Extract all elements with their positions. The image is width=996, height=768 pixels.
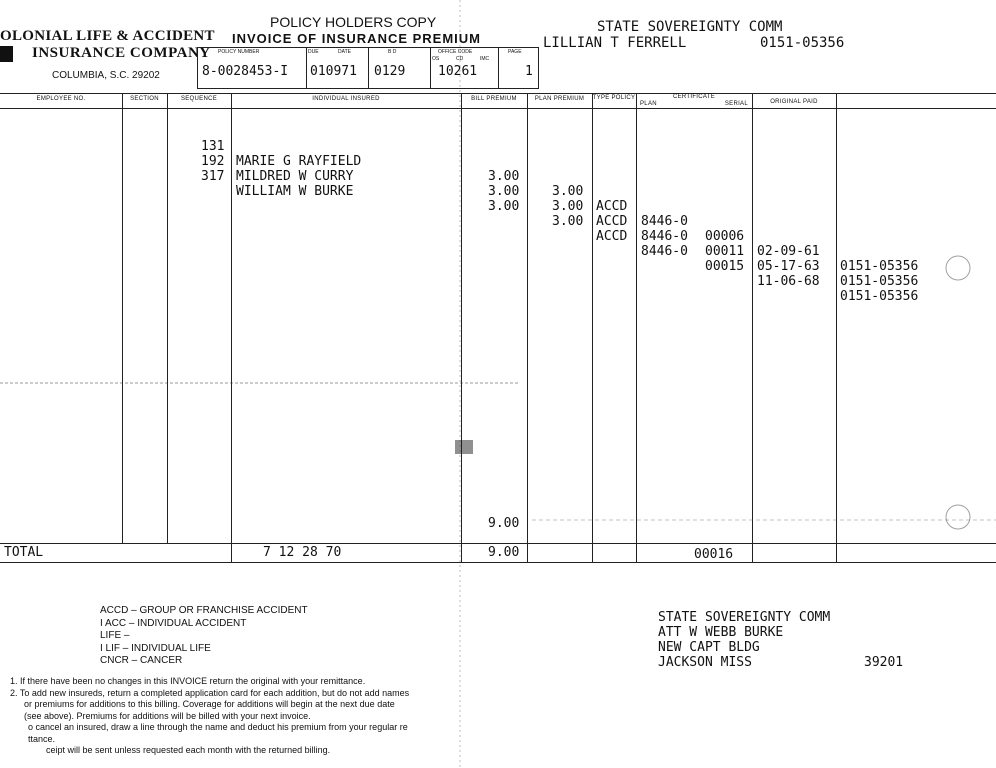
policy-number: 8-0028453-I: [202, 64, 289, 79]
row-bill-premium: 3.00: [488, 199, 520, 214]
total-label: TOTAL: [4, 545, 44, 560]
company-city: COLUMBIA, S.C. 29202: [52, 70, 160, 81]
row-plan-premium: 3.00: [552, 184, 584, 199]
col-sequence: SEQUENCE: [180, 96, 218, 102]
office-code-label: OFFICE CODE: [438, 49, 473, 55]
holder-account: 0151-05356: [760, 35, 845, 51]
page-label: PAGE: [508, 49, 522, 55]
total-bottom-rule: [0, 562, 996, 563]
row-account: 0151-05356: [840, 289, 919, 304]
subtotal-amount: 9.00: [488, 516, 520, 531]
instruction-line: (see above). Premiums for additions will be billed with your next invoice.: [24, 710, 311, 721]
row-insured: MILDRED W CURRY: [236, 169, 354, 184]
mailing-line4: JACKSON MISS: [658, 655, 752, 670]
row-type: ACCD: [596, 229, 628, 244]
holder-name-line1: STATE SOVEREIGNTY COMM: [597, 19, 783, 35]
row-sequence: 131: [201, 139, 225, 154]
col-bill-premium: BILL PREMIUM: [471, 96, 517, 102]
legend-item: CNCR – CANCER: [100, 655, 183, 666]
mailing-line1: STATE SOVEREIGNTY COMM: [658, 610, 831, 625]
instructions: [10, 676, 409, 757]
bd-value: 0129: [374, 64, 406, 79]
col-section: SECTION: [130, 96, 159, 102]
due-date: 010971: [310, 64, 357, 79]
page-number: 1: [525, 64, 533, 79]
office-code: 10261: [438, 64, 478, 79]
total-amount: 9.00: [488, 545, 520, 560]
policy-type-legend: [100, 605, 308, 668]
col-plan: PLAN: [640, 101, 657, 107]
os-label: OS: [432, 56, 440, 62]
company-name-line1: OLONIAL LIFE & ACCIDENT: [0, 28, 215, 44]
instruction-line: or premiums for additions to this billing. Coverage for additions will begin at the next due date: [24, 699, 395, 709]
col-certificate: CERTIFICATE: [672, 94, 716, 100]
copy-label: POLICY HOLDERS COPY: [270, 14, 437, 30]
instruction-line: 2. To add new insureds, return a completed application card for each addition, but do not add names: [10, 687, 410, 698]
legend-item: I LIF – INDIVIDUAL LIFE: [100, 642, 211, 654]
mailing-line3: NEW CAPT BLDG: [658, 640, 760, 655]
row-type: ACCD: [596, 199, 628, 214]
table-header-rule: [0, 108, 996, 109]
company-name-line2: INSURANCE COMPANY: [32, 45, 211, 61]
total-top-rule: [0, 543, 996, 544]
table-top-rule: [0, 93, 996, 94]
instruction-line: ceipt will be sent unless requested each month with the returned billing.: [46, 745, 331, 755]
col-original-paid: ORIGINAL PAID: [770, 99, 818, 105]
legend-item: I ACC – INDIVIDUAL ACCIDENT: [100, 617, 247, 629]
due-label: DUE: [308, 49, 319, 55]
row-plan: 8446-0: [641, 229, 688, 244]
col-type-policy: TYPE POLICY: [592, 95, 636, 101]
row-account: 0151-05356: [840, 274, 919, 289]
legend-item: ACCD – GROUP OR FRANCHISE ACCIDENT: [100, 605, 308, 616]
row-original-paid: 05-17-63: [757, 259, 820, 274]
row-bill-premium: 3.00: [488, 184, 520, 199]
row-plan-premium: 3.00: [552, 214, 584, 229]
col-individual-insured: INDIVIDUAL INSURED: [312, 96, 380, 102]
row-serial: 00015: [705, 259, 745, 274]
row-plan-premium: 3.00: [552, 199, 584, 214]
row-original-paid: 02-09-61: [757, 244, 820, 259]
row-type: ACCD: [596, 214, 628, 229]
policy-number-label: POLICY NUMBER: [218, 49, 260, 55]
instruction-line: 1. If there have been no changes in this INVOICE return the original with your remittance.: [10, 676, 366, 686]
col-serial: SERIAL: [724, 101, 748, 107]
row-sequence: 192: [201, 154, 225, 169]
imc-label: IMC: [480, 56, 490, 62]
row-insured: WILLIAM W BURKE: [236, 184, 354, 199]
row-bill-premium: 3.00: [488, 169, 520, 184]
logo-emblem-icon: [0, 46, 13, 62]
legend-item: LIFE –: [100, 630, 130, 641]
holder-name-line2: LILLIAN T FERRELL: [543, 35, 687, 51]
row-serial: 00006: [705, 229, 745, 244]
instruction-line: ttance.: [28, 733, 56, 744]
mailing-address: [658, 610, 830, 670]
date-label: DATE: [338, 49, 351, 55]
row-account: 0151-05356: [840, 259, 919, 274]
row-sequence: 317: [201, 169, 225, 184]
row-original-paid: 11-06-68: [757, 274, 820, 289]
col-employee-no: EMPLOYEE NO.: [36, 96, 86, 102]
col-plan-premium: PLAN PREMIUM: [534, 96, 585, 102]
mailing-line2: ATT W WEBB BURKE: [658, 625, 784, 640]
bd-label: B D: [388, 49, 397, 55]
instruction-line: o cancel an insured, draw a line through the name and deduct his premium from your regular re: [28, 722, 408, 732]
total-serial: 00016: [694, 547, 734, 562]
row-insured: MARIE G RAYFIELD: [236, 154, 362, 169]
row-serial: 00011: [705, 244, 745, 259]
invoice-title: INVOICE OF INSURANCE PREMIUM: [232, 31, 482, 46]
company-logo: [0, 28, 215, 92]
row-plan: 8446-0: [641, 244, 688, 259]
policy-info-box: [197, 47, 539, 89]
row-plan: 8446-0: [641, 214, 688, 229]
mailing-zip: 39201: [864, 655, 904, 670]
cd-label: CD: [456, 56, 464, 62]
total-code: 7 12 28 70: [263, 545, 342, 560]
